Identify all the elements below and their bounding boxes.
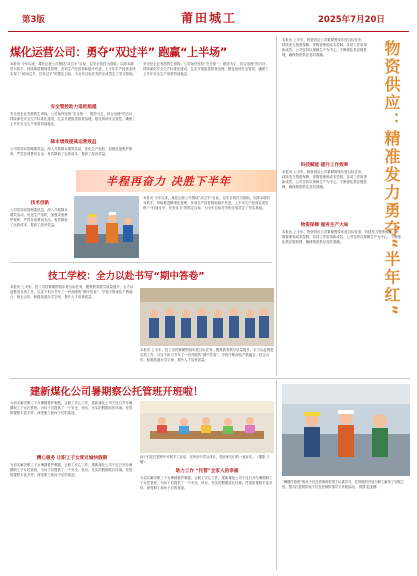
banner-text: 半程再奋力 决胜下半年 [106,175,231,188]
workers-photo [74,196,139,258]
childcare-body-3: 为切实解决职工子女暑期看护难题，让职工安心工作，建新煤化公司于近日开办暑期职工子女托管班，为孩子们提供了一个安全、快乐、充实的假期成长环境。托管班课程丰富多样，深受职工和孩子们的欢迎。 [140,476,273,491]
childcare-col2 [140,476,274,571]
bottom-right-photo [282,384,410,476]
mid-article-body: 本报讯 今年以来，煤化运营公司围绕“双过半”目标，以安全管控为基础，以降本增效为抓手，持续推进精细化管理，各项生产经营指标稳中有进，上半年生产经营业绩实现了“时间过半、任务过半”的既定目标，为全年目标任务的完成奠定了坚实基础。 [143,196,271,211]
school-body: 本报讯 上半年，技工学校紧紧围绕年度目标任务，聚焦教育教学质量提升，全力以赴推进各项工作，以实干担当书写了一份亮眼的“期中答卷”。学校不断深化产教融合、校企合作，积极拓展办学空间，提升人才培养质量。 [10,285,134,300]
bottom-right-caption: “暑期托管班”的孩子们在老师的带领下认真学习，托管班的开设为职工解决了后顾之忧。图为托管班的孩子们在老师的指导下开展活动。 供图 赵亚楠 [282,480,405,489]
supply-body: 本报讯 上半年，物资供应公司紧紧围绕年度目标任务，持续发力物资保障、采购管理和成本控制，各项工作取得新成效。公司坚持以保障生产为中心，不断强化供应链管理，确保物资供应及时准确。 [282,38,367,58]
banner [76,170,276,192]
childcare-col1b [10,463,134,571]
issue-date: 2025年7月20日 [318,15,385,25]
column-divider-2 [276,380,277,570]
childcare-body-2: 为切实解决职工子女暑期看护难题，让职工安心工作，建新煤化公司于近日开办暑期职工子女托管班，为孩子们提供了一个安全、快乐、充实的假期成长环境。托管班课程丰富多样，深受职工和孩子们的欢迎。 [10,463,133,478]
column-divider [276,36,277,376]
section-divider-2 [10,378,410,379]
supply-text-3 [282,230,402,370]
childcare-subhead-1: 精心服务 让职工子女度过愉快假期 [36,456,108,461]
school-col2 [140,348,274,376]
header-rule [8,31,409,32]
childcare-body: 为切实解决职工子女暑期看护难题，让职工安心工作，建新煤化公司于近日开办暑期职工子女托管班，为孩子们提供了一个安全、快乐、充实的假期成长环境。托管班课程丰富多样，深受职工和孩子们的欢迎。 [10,401,133,416]
main-article-body-col2: 安全是企业发展的生命线。公司始终坚持“安全第一、预防为主、综合治理”的方针，持续深化安全生产标准化建设，扎实开展隐患排查治理，强化现场安全管控，确保了上半年安全生产形势持续稳定。 [143,62,269,77]
childcare-col1 [10,401,134,453]
school-col1 [10,285,134,375]
childcare-photo [140,401,274,453]
section-divider-1 [10,262,272,263]
students-photo [140,288,274,346]
supply-subhead-support: 物资保障 服务生产大局 [300,223,349,228]
tech-body: 公司坚持向管理要效益，深入开展降本增效活动，优化生产组织，加强设备维护保养，严控各项费用支出，有效降低了运营成本，提高了经济效益。 [10,208,68,228]
edition-label: 第3版 [22,15,45,25]
childcare-photo-caption: 孩子们在托管班中开展手工活动，在快乐中学习成长，受到家长们的一致好评。（摄影 王敏） [140,455,270,464]
supply-subhead-tech: 科技赋能 提升工作效率 [300,163,349,168]
main-article-body-2: 安全是企业发展的生命线。公司始终坚持“安全第一、预防为主、综合治理”的方针，持续深化安全生产标准化建设，扎实开展隐患排查治理，强化现场安全管控，确保了上半年安全生产形势持续稳定。 [10,112,136,127]
supply-body-3: 本报讯 上半年，物资供应公司紧紧围绕年度目标任务，持续发力物资保障、采购管理和成本控制，各项工作取得新成效。公司坚持以保障生产为中心，不断强化供应链管理，确保物资供应及时准确。 [282,230,401,245]
masthead-logo: 莆田城工 [180,11,237,25]
main-article-body: 本报讯 今年以来，煤化运营公司围绕“双过半”目标，以安全管控为基础，以降本增效为抓手，持续推进精细化管理，各项生产经营指标稳中有进，上半年生产经营业绩实现了“时间过半、任务过半”的既定目标，为全年目标任务的完成奠定了坚实基础。 [10,62,136,77]
school-body-2: 本报讯 上半年，技工学校紧紧围绕年度目标任务，聚焦教育教学质量提升，全力以赴推进各项工作，以实干担当书写了一份亮眼的“期中答卷”。学校不断深化产教融合、校企合作，积极拓展办学空间，提升人才培养质量。 [140,348,274,363]
supply-body-2: 本报讯 上半年，物资供应公司紧紧围绕年度目标任务，持续发力物资保障、采购管理和成本控制，各项工作取得新成效。公司坚持以保障生产为中心，不断强化供应链管理，确保物资供应及时准确。 [282,170,367,190]
main-article-body-3: 公司坚持向管理要效益，深入开展降本增效活动，优化生产组织，加强设备维护保养，严控各项费用支出，有效降低了运营成本，提高了经济效益。 [10,147,133,157]
vertical-slogan: 物资供应：精准发力勇夺“半年红” [382,40,401,318]
tech-subhead: 技术创新 [30,201,50,206]
supply-text-2 [282,170,367,220]
page-header [0,0,417,34]
main-headline: 煤化运营公司：勇夺“双过半” 跑赢“上半场” [10,46,227,59]
childcare-subhead-2: 助力工作 “托管”全家人的幸福 [175,469,239,474]
main-article-safety-text [10,112,137,138]
main-subhead-cost: 降本增效提高运营效益 [50,140,97,145]
main-subhead-safety: 安全管控助力追赶超越 [50,105,97,110]
tech-text [10,208,70,260]
childcare-headline: 建新煤化公司暑期察公托管班开班啦！ [30,387,204,398]
main-article-cost-text [10,147,137,171]
school-headline: 技工学校：全力以赴书写“期中答卷” [48,271,205,282]
supply-text-1 [282,38,367,156]
mid-article-text [143,196,271,260]
main-article-col2 [143,62,271,170]
